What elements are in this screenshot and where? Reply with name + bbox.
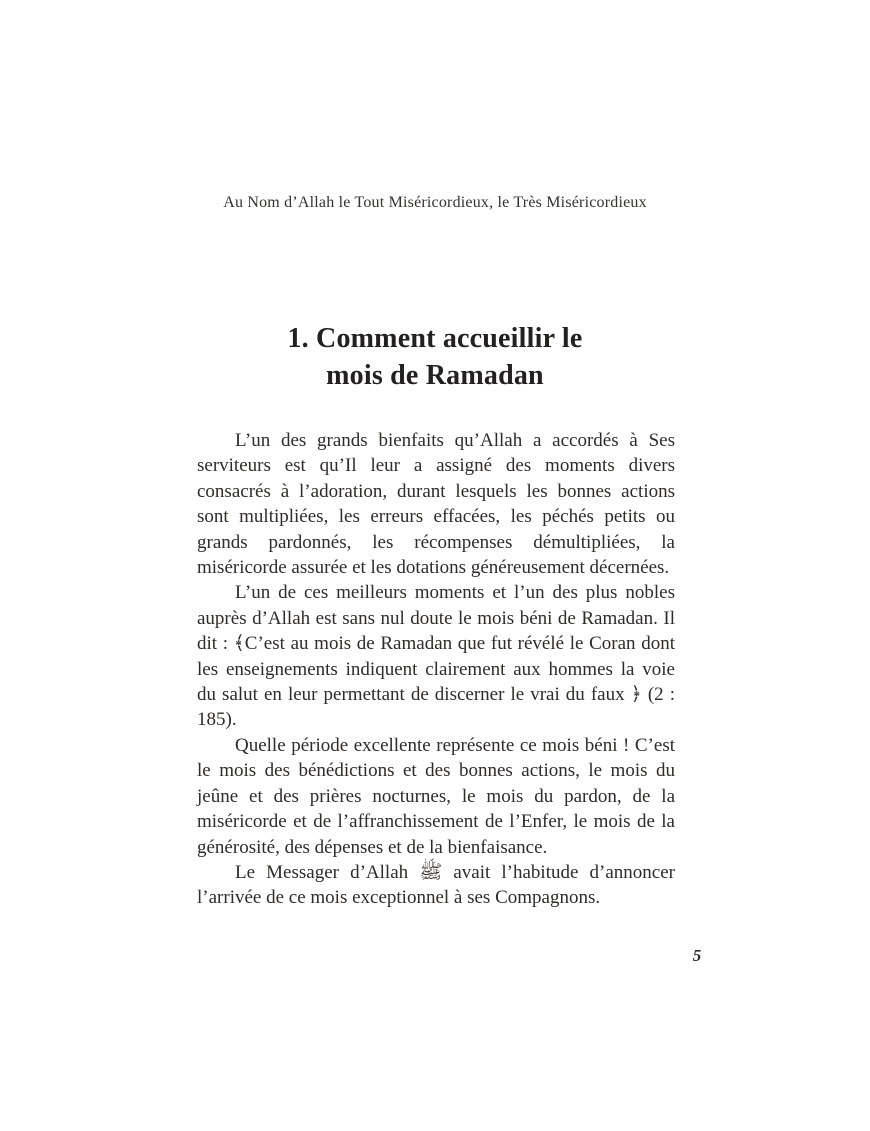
chapter-title-line1: 1. Comment accueillir le xyxy=(287,323,583,354)
chapter-title-line2: mois de Ramadan xyxy=(326,360,544,391)
body-paragraph-with-honorific: Le Messager d’Allah ﷺ avait l’habitude d’annoncer l’arrivée de ce mois exceptionnel à ses Compagnons. xyxy=(197,861,675,909)
page-number: 5 xyxy=(692,946,702,965)
body-text xyxy=(197,428,675,911)
body-paragraph-with-quran-quote: L’un de ces meilleurs moments et l’un des plus nobles auprès d’Allah est sans nul doute le mois béni de Ramadan. Il dit : ﴾C’est au mois de Ramadan que fut révélé le Coran dont les enseignements indiquent clairement aux hommes la voie du salut en leur permettant de discerner le vrai du faux ﴿ (2 : 185). xyxy=(197,582,675,731)
chapter-title xyxy=(0,320,870,394)
bismillah-header: Au Nom d’Allah le Tout Miséricordieux, le Très Miséricordieux xyxy=(223,194,647,211)
body-paragraph: Quelle période excellente représente ce mois béni ! C’est le mois des bénédictions et des bonnes actions, le mois du jeûne et des prières nocturnes, le mois du pardon, de la miséricorde et de l’affranchissement de l’Enfer, le mois de la générosité, des dépenses et de la bienfaisance. xyxy=(197,734,675,858)
body-paragraph: L’un des grands bienfaits qu’Allah a accordés à Ses serviteurs est qu’Il leur a assigné des moments divers consacrés à l’adoration, durant lesquels les bonnes actions sont multipliées, les erreurs effacées, les péchés petits ou grands pardonnés, les récompenses démultipliées, la miséricorde assurée et les dotations généreusement décernées. xyxy=(197,430,675,579)
